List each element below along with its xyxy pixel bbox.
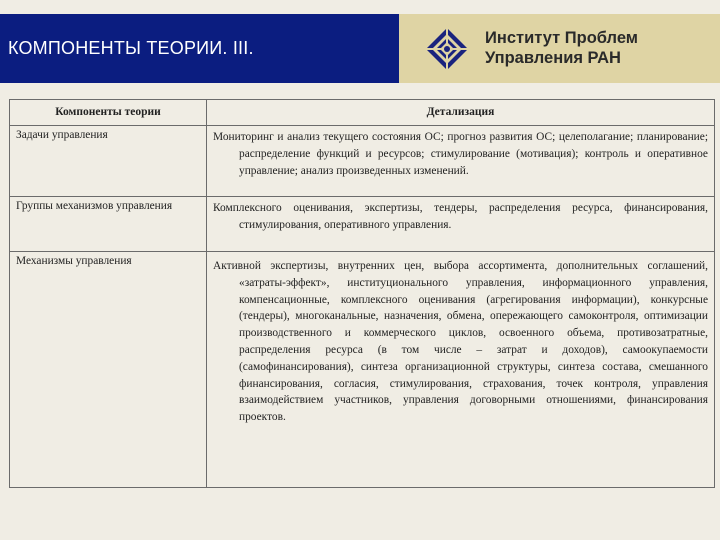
detail-cell (207, 126, 715, 197)
theory-components-table (9, 99, 715, 488)
detail-cell (207, 197, 715, 252)
column-header-components: Компоненты теории (10, 100, 207, 126)
column-header-details: Детализация (207, 100, 715, 126)
detail-cell (207, 252, 715, 488)
table-header-row (10, 100, 715, 126)
component-cell: Группы механизмов управления (10, 197, 207, 252)
component-cell: Механизмы управления (10, 252, 207, 488)
page-title: КОМПОНЕНТЫ ТЕОРИИ. III. (8, 38, 254, 58)
ipu-logo-icon (425, 27, 469, 71)
detail-text: Комплексного оценивания, экспертизы, тендеры, распределения ресурса, финансирования, стимулирования, оперативного управления. (213, 202, 708, 231)
component-cell: Задачи управления (10, 126, 207, 197)
institute-banner (399, 14, 720, 83)
table-row (10, 252, 715, 488)
institute-name-line1: Институт Проблем (485, 29, 638, 47)
header-title-bar (0, 14, 399, 83)
institute-name-line2: Управления РАН (485, 49, 621, 67)
table-row (10, 126, 715, 197)
institute-name (485, 28, 638, 68)
detail-text: Активной экспертизы, внутренних цен, выбора ассортимента, дополнительных соглашений, «затраты-эффект», институционального управления, информационного управления, компенсационные, комплексного оценивания (агрегирования информации), конкурсные (тендеры), многоканальные, назначения, обмена, опережающего самоконтроля, оптимизации производственного и коммерческого циклов, освоенного объема, противозатратные, распределения ресурса (в том числе – затрат и доходов), самоокупаемости (самофинансирования), синтеза организационной структуры, синтеза состава, смешанного финансирования, согласия, стимулирования, страхования, точек контроля, управления взаимодействием участников, управления договорными отношениями, финансирования проектов. (213, 260, 708, 424)
detail-text: Мониторинг и анализ текущего состояния ОС; прогноз развития ОС; целеполагание; планирование; распределение функций и ресурсов; стимулирование (мотивация); контроль и оперативное управление; анализ произведенных изменений. (213, 131, 708, 177)
table-row (10, 197, 715, 252)
